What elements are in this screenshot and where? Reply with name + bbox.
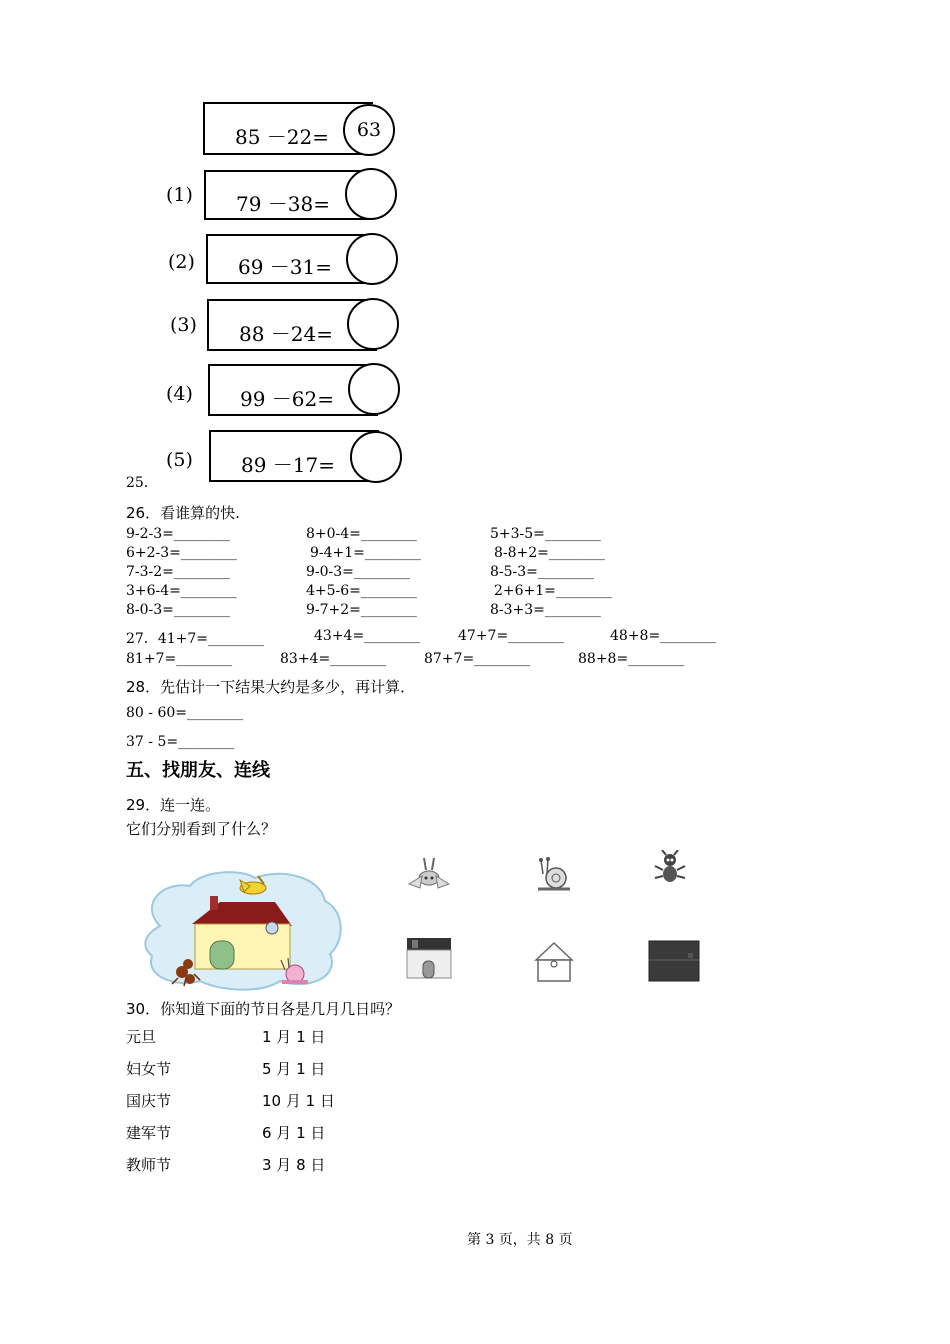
q26-r4-c2: 4+5-6=________ (306, 583, 417, 599)
box-expression-3: 88 －24= (239, 322, 334, 346)
box-label-4: (4) (166, 383, 193, 405)
q26-r2-c2: 9-4+1=________ (310, 545, 421, 561)
q27-r2-c1: 81+7=________ (126, 651, 233, 667)
q28-item-1: 80 - 60=________ (126, 705, 243, 721)
q26-r1-c3: 5+3-5=________ (490, 526, 601, 542)
house-front-view-icon (406, 937, 452, 979)
q27-r2-c4: 88+8=________ (578, 651, 685, 667)
answer-circle-4 (348, 363, 400, 415)
q26-r5-c3: 8-3+3=________ (490, 602, 601, 618)
date-1: 1 月 1 日 (262, 1028, 326, 1046)
q26-r3-c1: 7-3-2=________ (126, 564, 230, 580)
question-28-title: 28．先估计一下结果大约是多少，再计算． (126, 678, 416, 696)
page-footer: 第 3 页，共 8 页 (467, 1232, 573, 1248)
house-top-view-icon (648, 940, 700, 982)
q26-r5-c1: 8-0-3=________ (126, 602, 230, 618)
bird-icon (404, 854, 454, 892)
answer-circle-3 (347, 298, 399, 350)
q27-r2-c2: 83+4=________ (280, 651, 387, 667)
holiday-4: 建军节 (126, 1124, 172, 1142)
house-side-view-icon (534, 940, 574, 982)
q26-r2-c3: 8-8+2=________ (494, 545, 605, 561)
q26-r4-c1: 3+6-4=________ (126, 583, 237, 599)
ant-icon (650, 850, 690, 890)
date-3: 10 月 1 日 (262, 1092, 335, 1110)
holiday-1: 元旦 (126, 1028, 157, 1046)
question-29-subtitle: 它们分别看到了什么？ (126, 820, 277, 838)
box-label-1: (1) (166, 184, 193, 206)
question-29-title: 29．连一连。 (126, 796, 221, 814)
answer-circle-2 (346, 233, 398, 285)
date-4: 6 月 1 日 (262, 1124, 326, 1142)
box-expression-1: 79 －38= (236, 192, 331, 216)
example-answer-circle (343, 104, 395, 156)
section-heading: 五、找朋友、连线 (126, 760, 270, 781)
holiday-5: 教师节 (126, 1156, 172, 1174)
date-2: 5 月 1 日 (262, 1060, 326, 1078)
q27-r2-c3: 87+7=________ (424, 651, 531, 667)
q27-r1-c1: 27．41+7=________ (126, 631, 264, 647)
q27-r1-c2: 43+4=________ (314, 628, 421, 644)
q27-r1-c3: 47+7=________ (458, 628, 565, 644)
box-label-3: (3) (170, 314, 197, 336)
answer-circle-1 (345, 168, 397, 220)
box-label-2: (2) (168, 251, 195, 273)
q26-r3-c2: 9-0-3=________ (306, 564, 410, 580)
question-25: 25． (126, 475, 158, 491)
holiday-2: 妇女节 (126, 1060, 172, 1078)
box-expression-5: 89 －17= (241, 453, 336, 477)
answer-circle-5 (350, 431, 402, 483)
q26-r1-c2: 8+0-4=________ (306, 526, 417, 542)
box-expression-4: 99 －62= (240, 387, 335, 411)
question-26-title: 26．看谁算的快. (126, 504, 240, 522)
house-scene-illustration (140, 866, 345, 991)
q27-r1-c4: 48+8=________ (610, 628, 717, 644)
q26-r2-c1: 6+2-3=________ (126, 545, 237, 561)
example-answer: 63 (356, 119, 382, 141)
house-window (266, 922, 278, 934)
holiday-3: 国庆节 (126, 1092, 172, 1110)
q26-r5-c2: 9-7+2=________ (306, 602, 417, 618)
q28-item-2: 37 - 5=________ (126, 734, 235, 750)
house-chimney (210, 896, 218, 910)
box-label-5: (5) (166, 449, 193, 471)
question-30-title: 30．你知道下面的节日各是几月几日吗？ (126, 1000, 401, 1018)
date-5: 3 月 8 日 (262, 1156, 326, 1174)
house-door (210, 941, 234, 969)
example-expression: 85 －22= (235, 125, 330, 149)
q26-r3-c3: 8-5-3=________ (490, 564, 594, 580)
snail-icon (534, 852, 574, 892)
q26-r1-c1: 9-2-3=________ (126, 526, 230, 542)
box-expression-2: 69 －31= (238, 255, 333, 279)
q26-r4-c3: 2+6+1=________ (494, 583, 612, 599)
